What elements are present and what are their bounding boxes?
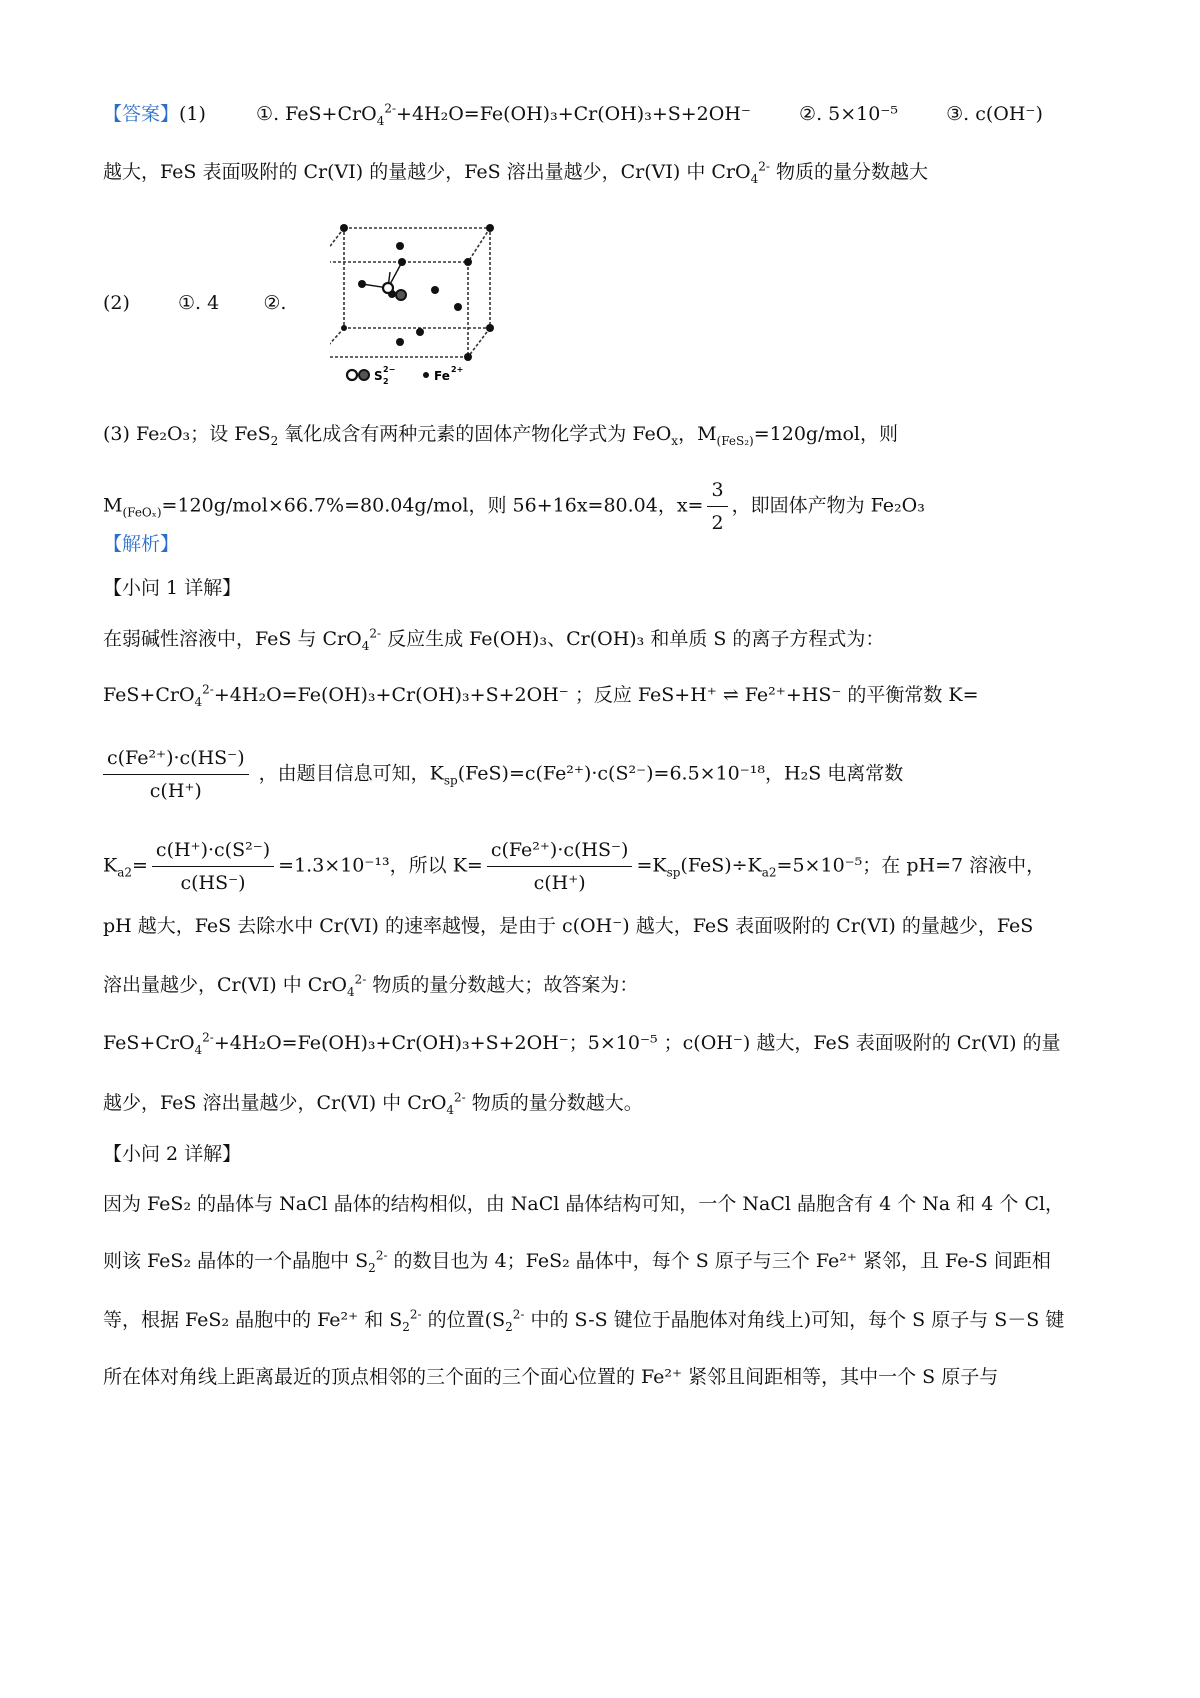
p1-circle-1: ①. <box>256 103 280 125</box>
q1-line-6: 溶出量越少，Cr(VI) 中 CrO$_4^{2-}$ 物质的量分数越大；故答案为： <box>103 972 639 999</box>
q1-line-4: $K_{a2}=$ $\frac{\text{c(H⁺)·c(S²⁻)}}{c(HS^-)}$ =1.3×10⁻¹³，所以 K= $\frac{\text{c(Fe²⁺)·c(HS⁻)}}{c(H^+)}$ $=K_{sp}(FeS)\div K_{a2}=5\times 10^{-5}$；在 pH=7 溶液中， <box>103 836 1045 897</box>
diagram-legend <box>347 365 463 386</box>
q2-line-4: 所在体对角线上距离最近的顶点相邻的三个面的三个面心位置的 Fe²⁺ 紧邻且间距相等，其中一个 S 原子与 <box>103 1366 999 1388</box>
q1-line-2: FeS+CrO$_4^{2-}$+4H₂O=Fe(OH)₃+Cr(OH)₃+S+2OH⁻ ；反应 FeS+H⁺ ⇌ Fe²⁺+HS⁻ 的平衡常数 K= <box>103 682 979 709</box>
fes2-unit-cell-diagram <box>330 222 510 392</box>
q1-line-8: 越少，FeS 溶出量越少，Cr(VI) 中 CrO$_4^{2-}$ 物质的量分数越大。 <box>103 1090 643 1117</box>
fraction-ka2: $\frac{\text{c(H⁺)·c(S²⁻)}}{c(HS^-)}$ <box>152 836 274 897</box>
part2-label: (2) <box>103 292 130 314</box>
p2-circle-2: ②. <box>263 292 287 314</box>
svg-text:2: 2 <box>383 377 389 386</box>
p1-value-2: 5×10⁻⁵ <box>828 103 899 125</box>
svg-text:2+: 2+ <box>451 365 464 374</box>
p1-equation: FeS+CrO$_4^{2-}$+4H₂O=Fe(OH)₃+Cr(OH)₃+S+2OH⁻ <box>285 101 751 128</box>
fraction-k2: $\frac{\text{c(Fe²⁺)·c(HS⁻)}}{c(H^+)}$ <box>487 836 633 897</box>
q2-line-3: 等，根据 FeS₂ 晶胞中的 Fe²⁺ 和 $S_2^{2-}$ 的位置($S_2^{2-}$ 中的 S-S 键位于晶胞体对角线上)可知，每个 S 原子与 S－S 键 <box>103 1307 1065 1334</box>
p1-circle-2: ②. <box>799 103 823 125</box>
p1-circle-3: ③. <box>946 103 970 125</box>
answer-part3-line-1: (3) Fe₂O₃；设 FeS$_2$ 氧化成含有两种元素的固体产物化学式为 FeO$_x$，$M_{(FeS_2)}=120g$/mol，则 <box>103 423 899 448</box>
q1-line-3: $\frac{\text{c(Fe²⁺)·c(HS⁻)}}{c(H^+)}$ ，由题目信息可知，$K_{sp}(FeS)=c(Fe^{2+})\cdot c(S^{2-})=6.5\times 10^{-18}$，H₂S 电离常数 <box>103 744 903 805</box>
q1-line-7: FeS+CrO$_4^{2-}$+4H₂O=Fe(OH)₃+Cr(OH)₃+S+2OH⁻；5×10⁻⁵ ；c(OH⁻) 越大，FeS 表面吸附的 Cr(VI) 的量 <box>103 1030 1061 1057</box>
fraction-k: $\frac{\text{c(Fe²⁺)·c(HS⁻)}}{c(H^+)}$ <box>103 744 249 805</box>
q2-line-1: 因为 FeS₂ 的晶体与 NaCl 晶体的结构相似，由 NaCl 晶体结构可知，一个 NaCl 晶胞含有 4 个 Na 和 4 个 Cl， <box>103 1193 1065 1215</box>
fraction-3-2: $\frac{3}{2}$ <box>707 476 727 537</box>
analysis-tag: 【解析】 <box>103 533 180 555</box>
q2-title: 【小问 2 详解】 <box>103 1143 242 1165</box>
p1-value-3: c(OH⁻) <box>975 103 1043 125</box>
q1-title: 【小问 1 详解】 <box>103 577 242 599</box>
q1-line-5: pH 越大，FeS 去除水中 Cr(VI) 的速率越慢，是由于 c(OH⁻) 越大，FeS 表面吸附的 Cr(VI) 的量越少，FeS <box>103 915 1034 937</box>
answer-line-2: 越大，FeS 表面吸附的 Cr(VI) 的量越少，FeS 溶出量越少，Cr(VI) 中 CrO$_4^{2-}$ 物质的量分数越大 <box>103 159 928 186</box>
svg-text:2−: 2− <box>383 365 396 374</box>
answer-part3-line-2: $M_{(FeO_x)}=120g/mol\times 66.7\%=80.04g$/mol，则 56+16x=80.04，x= $\frac{3}{2}$ ，即固体产物为 Fe₂O₃ <box>103 476 925 537</box>
answer-tag: 【答案】 <box>103 103 180 125</box>
p2-circle-1: ①. 4 <box>178 292 220 314</box>
q2-line-2: 则该 FeS₂ 晶体的一个晶胞中 $S_2^{2-}$ 的数目也为 4；FeS₂ 晶体中，每个 S 原子与三个 Fe²⁺ 紧邻，且 Fe-S 间距相 <box>103 1248 1051 1275</box>
answer-part2 <box>103 289 286 317</box>
legend-fe: Fe <box>434 369 450 383</box>
q1-line-1: 在弱碱性溶液中，FeS 与 CrO$_4^{2-}$ 反应生成 Fe(OH)₃、Cr(OH)₃ 和单质 S 的离子方程式为： <box>103 626 885 653</box>
part1-label: (1) <box>179 103 206 125</box>
answer-line-1 <box>103 100 1043 128</box>
legend-s2: S <box>374 369 383 383</box>
